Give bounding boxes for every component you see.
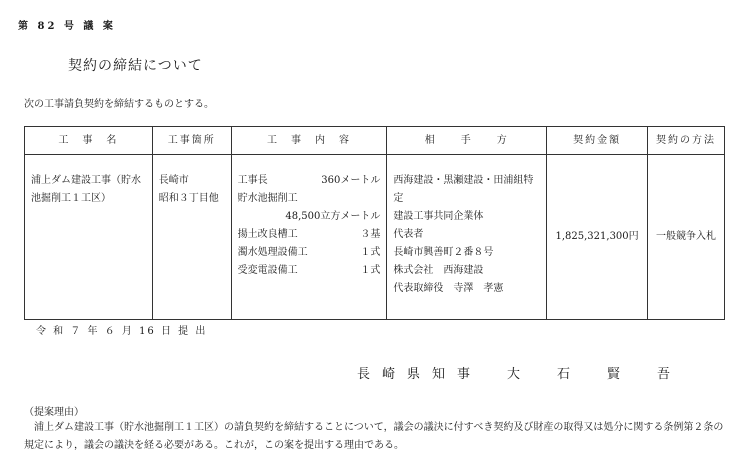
construction-name-line: 浦上ダム建設工事（貯水 <box>31 175 141 186</box>
header-counterparty: 相 手 方 <box>387 127 547 155</box>
reason-heading: （提案理由） <box>24 407 84 418</box>
content-qty: ３基 <box>360 229 381 240</box>
counterparty-line: 代表者 <box>393 229 424 240</box>
content-line <box>238 244 381 262</box>
content-item: 貯水池掘削工 <box>237 193 298 204</box>
content-qty: １式 <box>360 265 381 276</box>
table-row <box>25 155 725 320</box>
location-cell <box>152 155 231 320</box>
location-line: 昭和３丁目他 <box>158 193 219 204</box>
content-item: 受変電設備工 <box>237 265 298 276</box>
counterparty-line: 代表取締役 寺澤 孝憲 <box>393 283 504 294</box>
content-qty: １式 <box>360 247 381 258</box>
submission-date: 令 和 ７ 年 ６ 月 16 日 提 出 <box>36 326 208 337</box>
header-content: 工 事 内 容 <box>231 127 387 155</box>
header-construction-name: 工 事 名 <box>25 127 153 155</box>
counterparty-line: 建設工事共同企業体 <box>393 211 484 222</box>
counterparty-line: 西海建設・黒瀬建設・田浦組特定 <box>393 175 534 204</box>
content-line <box>238 172 381 190</box>
amount-cell: 1,825,321,300円 <box>547 155 648 320</box>
bill-number: 第 82 号 議 案 <box>18 21 116 32</box>
counterparty-cell <box>387 155 547 320</box>
contract-table <box>24 126 725 320</box>
method-cell: 一般競争入札 <box>648 155 725 320</box>
content-line <box>238 226 381 244</box>
content-line <box>238 190 381 208</box>
header-location: 工事箇所 <box>152 127 231 155</box>
location-line: 長崎市 <box>158 175 189 186</box>
construction-name-cell <box>25 155 153 320</box>
content-item: 揚土改良槽工 <box>237 229 298 240</box>
content-cell <box>231 155 387 320</box>
counterparty-line: 株式会社 西海建設 <box>393 265 484 276</box>
content-line <box>238 208 381 226</box>
content-item: 工事長 <box>237 175 268 186</box>
document-title: 契約の締結について <box>68 58 203 74</box>
header-amount: 契約金額 <box>547 127 648 155</box>
content-line <box>238 262 381 280</box>
header-method: 契約の方法 <box>648 127 725 155</box>
signer-name: 長崎県知事 大 石 賢 吾 <box>357 367 683 382</box>
intro-text: 次の工事請負契約を締結するものとする。 <box>24 99 214 110</box>
reason-text: 浦上ダム建設工事（貯水池掘削工１工区）の請負契約を締結することについて，議会の議決に付すべき契約及び財産の取得又は処分に関する条例第２条の規定により，議会の議決を経る必要がある。これが，この案を提出する理由である。 <box>24 422 724 451</box>
content-qty: 360メートル <box>321 175 381 186</box>
content-item: 濁水処理設備工 <box>237 247 308 258</box>
counterparty-line: 長崎市興善町２番８号 <box>393 247 494 258</box>
content-qty: 48,500立方メートル <box>285 211 381 222</box>
construction-name-line: 池掘削工１工区） <box>31 193 111 204</box>
table-header-row <box>25 127 725 155</box>
